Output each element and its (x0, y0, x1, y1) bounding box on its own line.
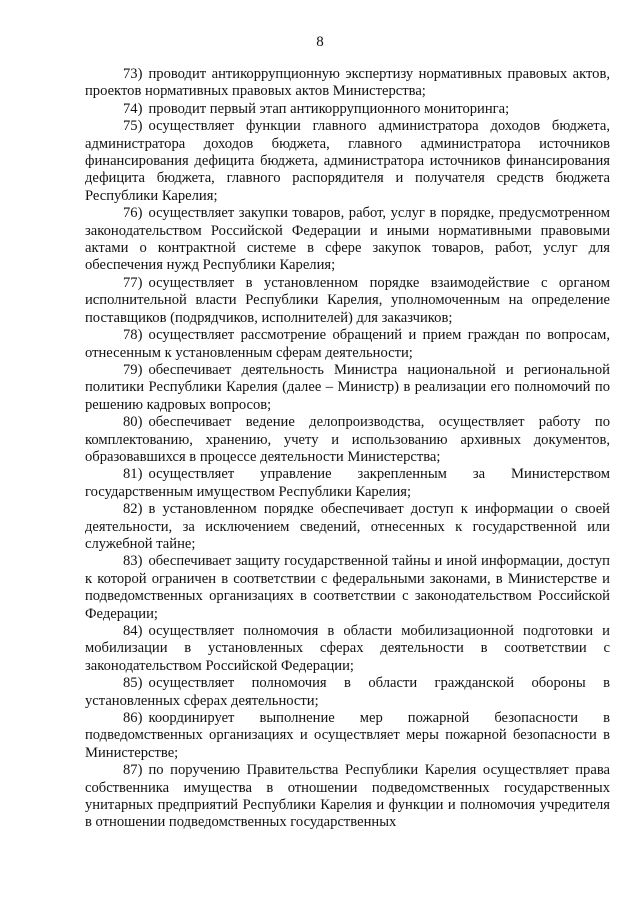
item-number: 84) (123, 623, 143, 639)
item-text: осуществляет рассмотрение обращений и прием граждан по вопросам, отнесенным к установленным сферам деятельности; (85, 327, 610, 361)
item-text: осуществляет полномочия в области гражданской обороны в установленных сферах деятельности; (85, 675, 610, 709)
paragraph-87 (85, 762, 610, 832)
item-text: обеспечивает деятельность Министра национальной и региональной политики Республики Карелия (далее – Министр) в реализации его полномочий по решению кадровых вопросов; (85, 361, 610, 413)
item-number: 78) (123, 327, 143, 344)
paragraph-73 (85, 66, 610, 101)
item-text: обеспечивает защиту государственной тайны и иной информации, доступ к которой ограничен в соответствии с федеральными законами, в Министерстве и подведомственных организациях в соответствии с законодательством Российской Федерации; (85, 553, 610, 622)
item-text: проводит антикоррупционную экспертизу нормативных правовых актов, проектов нормативных правовых актов Министерства; (85, 66, 610, 100)
paragraph-79 (85, 362, 610, 414)
item-text: осуществляет в установленном порядке взаимодействие с органом исполнительной власти Республики Карелия, уполномоченным на определение поставщиков (подрядчиков, исполнителей) для заказчиков; (85, 274, 610, 326)
item-text: осуществляет управление закрепленным за Министерством государственным имуществом Республики Карелия; (85, 466, 610, 500)
paragraph-85 (85, 675, 610, 710)
item-text: в установленном порядке обеспечивает доступ к информации о своей деятельности, за исключением сведений, отнесенных к государственной или служебной тайне; (85, 501, 610, 552)
item-number: 82) (123, 501, 143, 518)
item-number: 74) (123, 100, 143, 117)
paragraph-76 (85, 205, 610, 275)
item-number: 79) (123, 361, 143, 378)
paragraph-77 (85, 275, 610, 327)
paragraph-75 (85, 118, 610, 205)
paragraph-78 (85, 327, 610, 362)
item-number: 73) (123, 66, 143, 82)
item-text: по поручению Правительства Республики Карелия осуществляет права собственника имущества в отношении подведомственных государственных унитарных предприятий Республики Карелия и функции и полномочия учредителя в отношении подведомственных государственных (85, 762, 610, 831)
item-number: 85) (123, 675, 143, 692)
item-number: 80) (123, 414, 143, 431)
item-number: 83) (123, 553, 143, 570)
item-text: координирует выполнение мер пожарной безопасности в подведомственных организациях и осуществляет меры пожарной безопасности в Министерстве; (85, 710, 610, 761)
item-number: 87) (123, 762, 143, 779)
paragraph-83 (85, 553, 610, 623)
item-text: осуществляет полномочия в области мобилизационной подготовки и мобилизации в установленных сферах деятельности в соответствии с законодательством Российской Федерации; (85, 623, 610, 674)
item-number: 77) (123, 274, 143, 291)
paragraph-74 (85, 101, 610, 118)
item-number: 75) (123, 118, 143, 135)
item-text: осуществляет закупки товаров, работ, услуг в порядке, предусмотренном законодательством Российской Федерации и иными нормативными правовыми актами о контрактной системе в сфере закупок товаров, работ, услуг для обеспечения нужд Республики Карелия; (85, 205, 610, 274)
item-text: обеспечивает ведение делопроизводства, осуществляет работу по комплектованию, хранению, учету и использованию архивных документов, образовавшихся в процессе деятельности Министерства; (85, 414, 610, 465)
item-number: 76) (123, 205, 143, 222)
item-number: 86) (123, 710, 143, 727)
item-number: 81) (123, 466, 143, 483)
paragraph-82 (85, 501, 610, 553)
document-body (85, 66, 610, 832)
paragraph-80 (85, 414, 610, 466)
page-number: 8 (316, 34, 324, 50)
paragraph-81 (85, 466, 610, 501)
paragraph-86 (85, 710, 610, 762)
item-text: проводит первый этап антикоррупционного мониторинга; (148, 100, 510, 117)
item-text: осуществляет функции главного администратора доходов бюджета, администратора доходов бюджета, главного администратора источников финансирования дефицита бюджета, администратора источников финансирования дефицита бюджета, главного распорядителя и получателя средств бюджета Республики Карелия; (85, 118, 610, 204)
paragraph-84 (85, 623, 610, 675)
